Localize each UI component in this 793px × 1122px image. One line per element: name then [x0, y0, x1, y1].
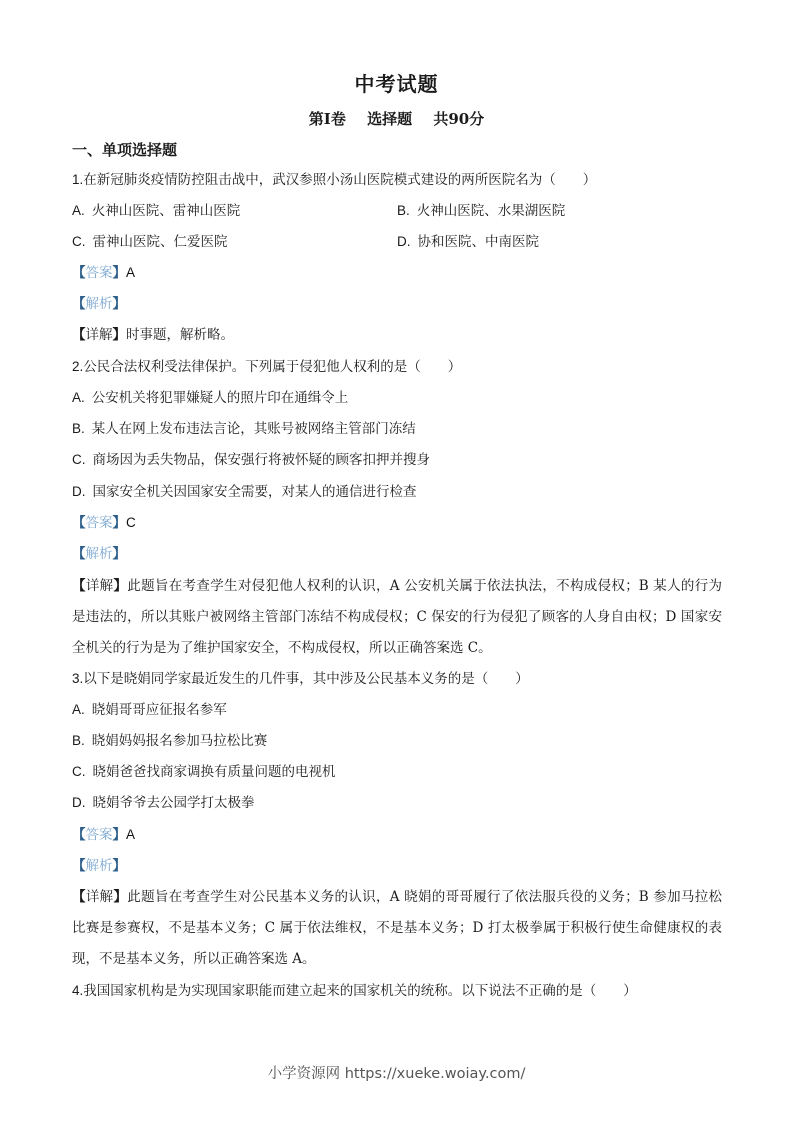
label-bracket-open: 【	[72, 578, 86, 594]
option-text: 晓娟爷爷去公园学打太极拳	[92, 795, 255, 811]
option-letter: C.	[72, 452, 86, 467]
label-bracket-open: 【	[72, 546, 86, 562]
label-bracket-open: 【	[72, 889, 86, 905]
question-1-option-d	[397, 232, 539, 252]
question-3-stem	[72, 669, 529, 689]
question-3-option-d	[72, 793, 255, 813]
label-bracket-open: 【	[72, 327, 86, 343]
detail-label: 详解	[85, 578, 114, 594]
question-1-answer	[72, 263, 135, 283]
subtitle-part: 第Ⅰ卷	[308, 110, 346, 128]
option-text: 雷神山医院、仁爱医院	[92, 234, 228, 250]
option-letter: A.	[72, 390, 85, 405]
analysis-label: 解析	[85, 546, 113, 562]
option-text: 商场因为丢失物品，保安强行将被怀疑的顾客扣押并搜身	[92, 452, 430, 468]
question-1-detail	[72, 325, 234, 345]
question-3-detail-line-2: 比赛是参赛权，不是基本义务；C 属于依法维权，不是基本义务；D 打太极拳属于积极行使生命健康权的表	[72, 920, 722, 936]
label-bracket-open: 【	[72, 265, 86, 281]
analysis-label: 解析	[85, 858, 113, 874]
subtitle-type: 选择题	[367, 110, 413, 128]
question-3-detail-line-1	[72, 887, 722, 907]
option-letter: D.	[72, 484, 86, 499]
question-1-analysis-label	[72, 294, 126, 314]
question-3-option-a	[72, 700, 227, 720]
question-3-analysis-label	[72, 856, 126, 876]
question-text: 在新冠肺炎疫情防控阻击战中，武汉参照小汤山医院模式建设的两所医院名为（ ）	[83, 172, 597, 188]
answer-value: C	[126, 515, 136, 530]
option-letter: D.	[397, 234, 411, 249]
question-2-option-d	[72, 482, 417, 502]
question-2-answer	[72, 513, 136, 533]
option-letter: C.	[72, 234, 86, 249]
analysis-label: 解析	[85, 296, 113, 312]
question-1-stem	[72, 170, 596, 190]
question-number: 3.	[72, 671, 84, 686]
question-number: 2.	[72, 359, 84, 374]
answer-value: A	[126, 265, 136, 280]
question-2-detail-line-2: 是违法的，所以其账户被网络主管部门冻结不构成侵权；C 保安的行为侵犯了顾客的人身自由权；D 国家安	[72, 609, 722, 625]
option-text: 国家安全机关因国家安全需要，对某人的通信进行检查	[92, 484, 417, 500]
option-letter: A.	[72, 702, 85, 717]
question-number: 4.	[72, 983, 84, 998]
question-1-option-c	[72, 232, 228, 252]
page-footer-watermark: 小学资源网 https://xueke.woiay.com/	[267, 1066, 526, 1082]
option-letter: A.	[72, 203, 85, 218]
label-bracket-open: 【	[72, 827, 86, 843]
option-letter: C.	[72, 764, 86, 779]
option-text: 晓娟哥哥应征报名参军	[91, 702, 227, 718]
detail-label: 详解	[85, 327, 113, 343]
option-text: 火神山医院、水果湖医院	[416, 203, 566, 219]
option-text: 晓娟妈妈报名参加马拉松比赛	[91, 733, 268, 749]
answer-value: A	[126, 827, 136, 842]
answer-label: 答案	[85, 827, 113, 843]
question-text: 公民合法权利受法律保护。下列属于侵犯他人权利的是（ ）	[83, 359, 462, 375]
question-3-detail-line-3: 现，不是基本义务，所以正确答案选 A。	[72, 951, 316, 967]
label-bracket-close: 】	[112, 265, 126, 281]
question-2-stem	[72, 357, 461, 377]
answer-label: 答案	[85, 265, 113, 281]
question-2-analysis-label	[72, 544, 126, 564]
detail-text: 此题旨在考查学生对侵犯他人权利的认识，A 公安机关属于依法执法，不构成侵权；B 某人的行为	[127, 578, 723, 594]
question-1-option-b	[397, 201, 565, 221]
section-heading: 一、单项选择题	[72, 141, 178, 159]
option-text: 协和医院、中南医院	[417, 234, 539, 250]
label-bracket-close: 】	[113, 889, 128, 905]
option-letter: B.	[72, 733, 85, 748]
option-text: 某人在网上发布违法言论，其账号被网络主管部门冻结	[91, 421, 416, 437]
question-2-option-a	[72, 388, 348, 408]
question-3-answer	[72, 825, 135, 845]
detail-text: 此题旨在考查学生对公民基本义务的认识，A 晓娟的哥哥履行了依法服兵役的义务；B 参加马拉松	[127, 889, 723, 905]
question-number: 1.	[72, 172, 84, 187]
question-2-option-b	[72, 419, 416, 439]
question-2-detail-line-3: 全机关的行为是为了维护国家安全，不构成侵权，所以正确答案选 C。	[72, 640, 492, 656]
label-bracket-close: 】	[112, 858, 126, 874]
option-letter: B.	[72, 421, 85, 436]
option-text: 晓娟爸爸找商家调换有质量问题的电视机	[92, 764, 336, 780]
option-letter: B.	[397, 203, 410, 218]
page-title: 中考试题	[354, 72, 439, 96]
option-text: 公安机关将犯罪嫌疑人的照片印在通缉令上	[91, 390, 349, 406]
question-2-option-c	[72, 450, 430, 470]
label-bracket-open: 【	[72, 858, 86, 874]
question-4-stem	[72, 981, 637, 1001]
option-letter: D.	[72, 795, 86, 810]
question-3-option-c	[72, 762, 336, 782]
label-bracket-open: 【	[72, 515, 86, 531]
label-bracket-close: 】	[112, 296, 126, 312]
question-2-detail-line-1	[72, 576, 722, 596]
label-bracket-close: 】	[112, 827, 126, 843]
answer-label: 答案	[85, 515, 113, 531]
label-bracket-close: 】	[112, 327, 126, 343]
question-3-option-b	[72, 731, 267, 751]
option-text: 火神山医院、雷神山医院	[91, 203, 241, 219]
question-text: 以下是晓娟同学家最近发生的几件事，其中涉及公民基本义务的是（ ）	[83, 671, 529, 687]
detail-text: 时事题，解析略。	[126, 327, 234, 343]
label-bracket-close: 】	[112, 546, 126, 562]
label-bracket-open: 【	[72, 296, 86, 312]
label-bracket-close: 】	[113, 578, 128, 594]
paper-subtitle	[0, 108, 793, 129]
subtitle-score: 共90分	[433, 110, 485, 128]
question-1-option-a	[72, 201, 240, 221]
question-text: 我国国家机构是为实现国家职能而建立起来的国家机关的统称。以下说法不正确的是（ ）	[83, 983, 637, 999]
label-bracket-close: 】	[112, 515, 126, 531]
detail-label: 详解	[85, 889, 114, 905]
